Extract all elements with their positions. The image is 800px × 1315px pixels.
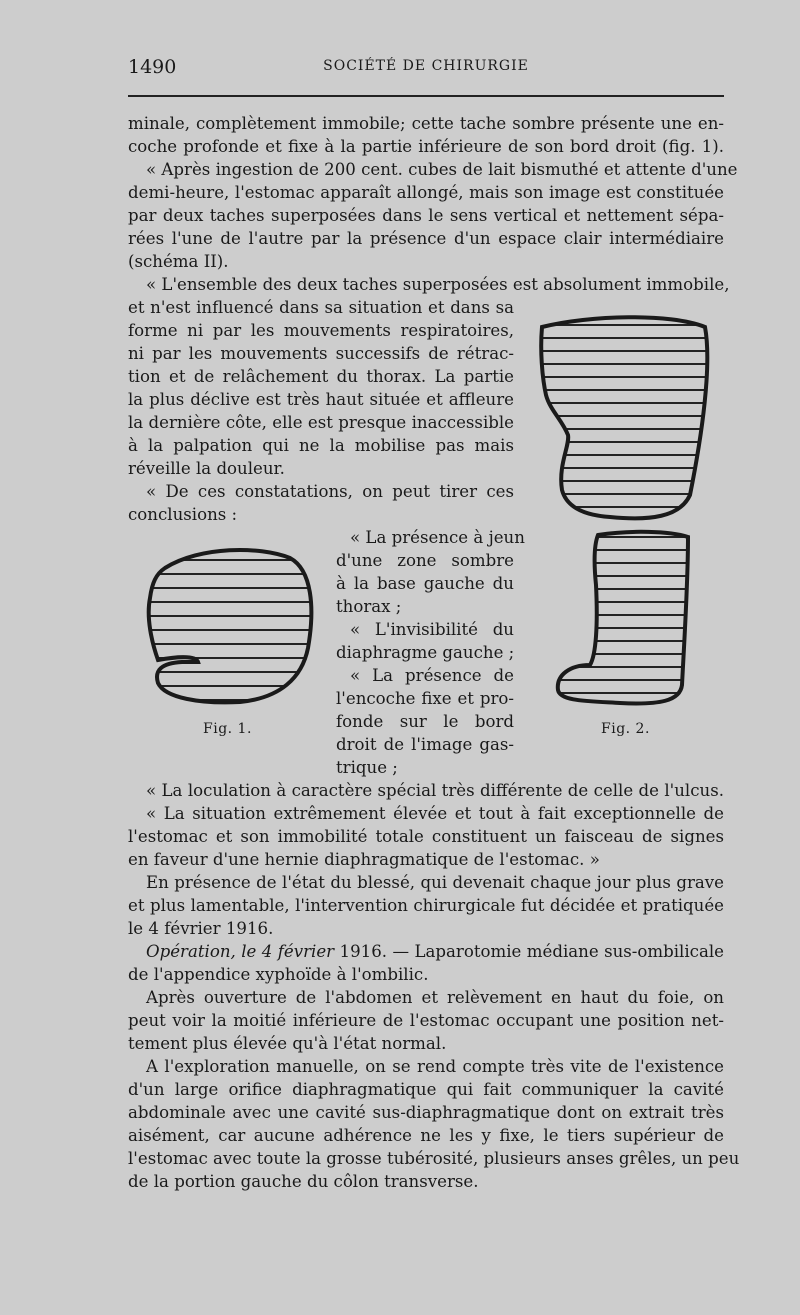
text-line: l'encoche fixe et pro- (336, 689, 514, 708)
text-line: « La loculation à caractère spécial très différente de celle de l'ulcus. (146, 781, 724, 800)
text-line: fonde sur le bord (336, 712, 514, 731)
text-line: de la portion gauche du côlon transverse. (128, 1172, 479, 1191)
figure-2-caption: Fig. 2. (601, 721, 650, 737)
text-line: demi-heure, l'estomac apparaît allongé, mais son image est constituée (128, 183, 724, 202)
figure-1-caption: Fig. 1. (203, 721, 252, 737)
text-line: tion et de relâchement du thorax. La partie (128, 367, 514, 386)
text-line: à la base gauche du (336, 574, 514, 593)
text-line: ni par les mouvements successifs de rétrac- (128, 344, 514, 363)
text-line: « Après ingestion de 200 cent. cubes de lait bismuthé et attente d'une (146, 160, 738, 179)
text-line: diaphragme gauche ; (336, 643, 515, 662)
text-line: par deux taches superposées dans le sens vertical et nettement sépa- (128, 206, 724, 225)
running-title: SOCIÉTÉ DE CHIRURGIE (323, 58, 529, 74)
text-line: tement plus élevée qu'à l'état normal. (128, 1034, 447, 1053)
text-line: « La situation extrêmement élevée et tout à fait exceptionnelle de (146, 804, 724, 823)
text-line: d'une zone sombre (336, 551, 514, 570)
figure-2-upper-shadow (530, 305, 715, 525)
running-header (128, 56, 724, 80)
text-line: droit de l'image gas- (336, 735, 514, 754)
figure-2-lower-shadow (550, 525, 695, 710)
text-line: rées l'une de l'autre par la présence d'un espace clair intermédiaire (128, 229, 724, 248)
text-line: en faveur d'une hernie diaphragmatique de l'estomac. » (128, 850, 600, 869)
text-line: « La présence de (350, 666, 514, 685)
text-line: A l'exploration manuelle, on se rend compte très vite de l'existence (146, 1057, 724, 1076)
text-line: la dernière côte, elle est presque inaccessible (128, 413, 514, 432)
text-line: « La présence à jeun (350, 528, 525, 547)
text-line: le 4 février 1916. (128, 919, 274, 938)
text-line: aisément, car aucune adhérence ne les y fixe, le tiers supérieur de (128, 1126, 724, 1145)
text-line: peut voir la moitié inférieure de l'estomac occupant une position net- (128, 1011, 724, 1030)
text-line: l'estomac avec toute la grosse tubérosité, plusieurs anses grêles, un peu (128, 1149, 740, 1168)
text-line: « L'invisibilité du (350, 620, 514, 639)
header-rule (128, 95, 724, 97)
text-line: Après ouverture de l'abdomen et relèvement en haut du foie, on (146, 988, 724, 1007)
text-line: et plus lamentable, l'intervention chirurgicale fut décidée et pratiquée (128, 896, 724, 915)
text-line: (schéma II). (128, 252, 229, 271)
text-line: de l'appendice xyphoïde à l'ombilic. (128, 965, 429, 984)
text-line: « L'ensemble des deux taches superposées est absolument immobile, (146, 275, 730, 294)
text-line: réveille la douleur. (128, 459, 285, 478)
figure-1-stomach-shadow (140, 538, 320, 713)
text-line: thorax ; (336, 597, 402, 616)
text-line: forme ni par les mouvements respiratoires, (128, 321, 514, 340)
text-line: minale, complètement immobile; cette tache sombre présente une en- (128, 114, 724, 133)
text-line: coche profonde et fixe à la partie inférieure de son bord droit (fig. 1). (128, 137, 724, 156)
text-line: et n'est influencé dans sa situation et dans sa (128, 298, 514, 317)
text-line: « De ces constatations, on peut tirer ces (146, 482, 514, 501)
page-number: 1490 (128, 56, 177, 78)
text-line: à la palpation qui ne la mobilise pas mais (128, 436, 514, 455)
text-line: la plus déclive est très haut située et affleure (128, 390, 514, 409)
italic-heading: Opération, le 4 février (146, 942, 335, 961)
text-line: d'un large orifice diaphragmatique qui fait communiquer la cavité (128, 1080, 724, 1099)
text-line: l'estomac et son immobilité totale constituent un faisceau de signes (128, 827, 724, 846)
text-line: conclusions : (128, 505, 238, 524)
text-line: abdominale avec une cavité sus-diaphragmatique dont on extrait très (128, 1103, 724, 1122)
text-line: trique ; (336, 758, 398, 777)
text-line: En présence de l'état du blessé, qui devenait chaque jour plus grave (146, 873, 724, 892)
text-line: Opération, le 4 février 1916. — Laparotomie médiane sus-ombilicale (146, 942, 724, 961)
